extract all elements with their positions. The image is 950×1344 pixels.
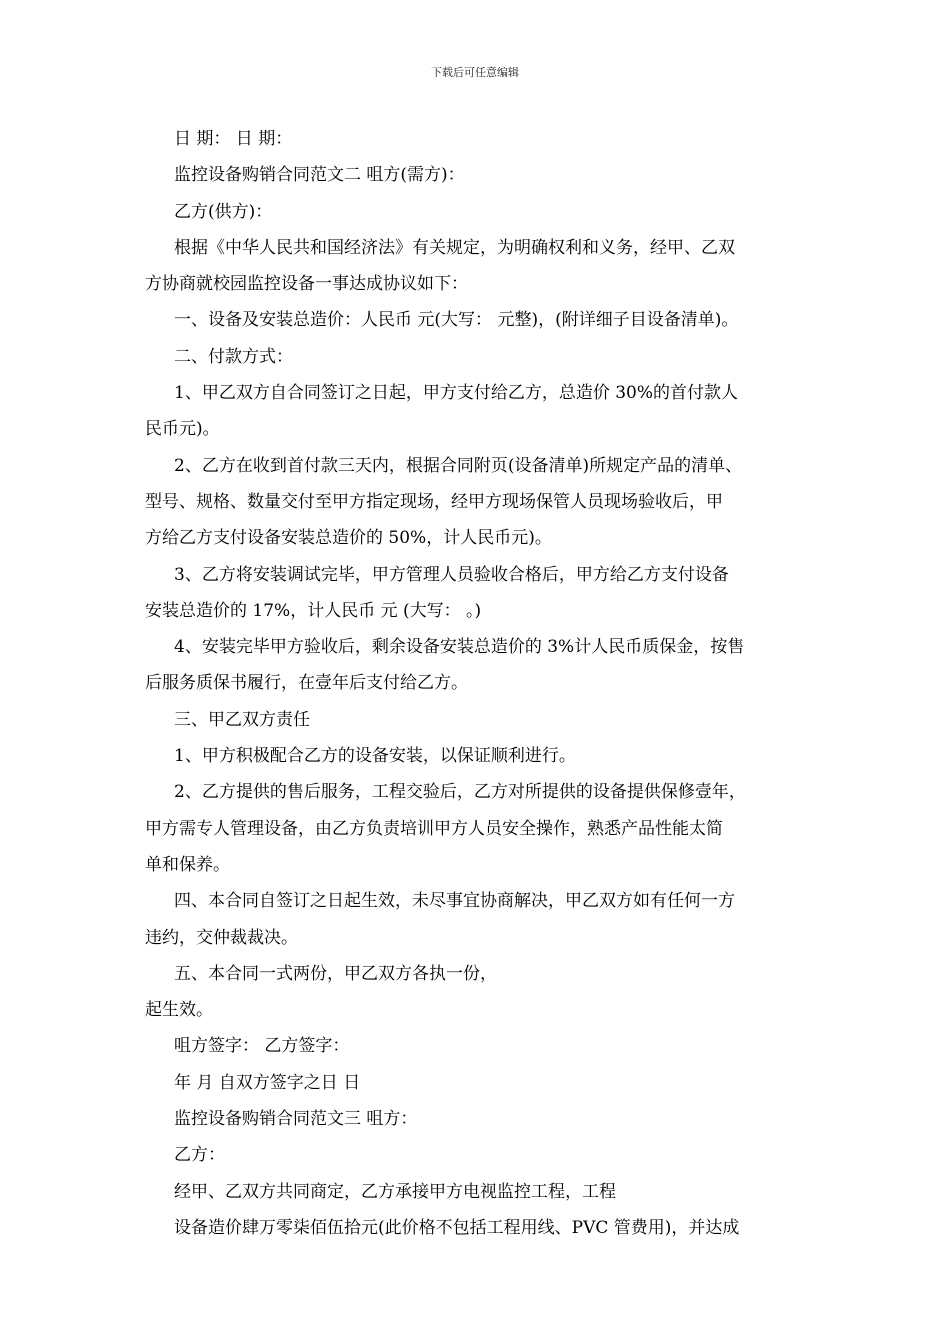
document-line: 1、甲乙双方自合同签订之日起，甲方支付给乙方，总造价 30%的首付款人 (174, 383, 739, 404)
document-line: 四、本合同自签订之日起生效，未尽事宜协商解决，甲乙双方如有任何一方 (174, 891, 735, 912)
document-line: 咀方签字： 乙方签字： (174, 1036, 350, 1057)
document-line: 乙方(供方)： (174, 201, 273, 222)
document-line: 2、乙方在收到首付款三天内，根据合同附页(设备清单)所规定产品的清单、 (174, 455, 743, 476)
document-line: 3、乙方将安装调试完毕，甲方管理人员验收合格后，甲方给乙方支付设备 (174, 564, 729, 585)
document-line: 设备造价肆万零柒佰伍拾元(此价格不包括工程用线、PVC 管费用)，并达成 (174, 1217, 740, 1238)
document-line: 五、本合同一式两份，甲乙双方各执一份， (174, 963, 497, 984)
document-line: 2、乙方提供的售后服务，工程交验后，乙方对所提供的设备提供保修壹年， (174, 782, 746, 803)
document-line: 4、安装完毕甲方验收后，剩余设备安装总造价的 3%计人民币质保金，按售 (174, 637, 745, 658)
document-line: 后服务质保书履行，在壹年后支付给乙方。 (145, 673, 468, 694)
document-line: 一、设备及安装总造价：人民币 元(大写： 元整)，(附详细子目设备清单)。 (174, 310, 739, 331)
document-line: 安装总造价的 17%，计人民币 元 (大写： 。) (145, 600, 482, 621)
document-line: 日 期： 日 期： (174, 129, 293, 149)
document-line: 型号、规格、数量交付至甲方指定现场，经甲方现场保管人员现场验收后，甲 (145, 491, 723, 512)
document-line: 方协商就校园监控设备一事达成协议如下： (145, 274, 468, 295)
document-line: 二、付款方式： (174, 346, 293, 367)
document-line: 单和保养。 (145, 854, 230, 875)
page-header-note: 下载后可任意编辑 (431, 66, 519, 79)
document-line: 监控设备购销合同范文二 咀方(需方)： (174, 165, 465, 186)
document-line: 监控设备购销合同范文三 咀方： (174, 1109, 418, 1130)
document-line: 乙方： (174, 1145, 225, 1166)
document-line: 三、甲乙双方责任 (174, 709, 310, 730)
document-line: 方给乙方支付设备安装总造价的 50%，计人民币元)。 (145, 528, 552, 549)
document-line: 1、甲方积极配合乙方的设备安装，以保证顺利进行。 (174, 746, 576, 767)
document-body (145, 123, 835, 1248)
document-line: 经甲、乙双方共同商定，乙方承接甲方电视监控工程，工程 (174, 1181, 616, 1202)
document-line: 民币元)。 (145, 419, 220, 440)
document-line: 违约，交仲裁裁决。 (145, 927, 298, 948)
document-line: 起生效。 (145, 1000, 213, 1021)
document-line: 根据《中华人民共和国经济法》有关规定，为明确权利和义务，经甲、乙双 (174, 237, 735, 258)
document-line: 年 月 自双方签字之日 日 (174, 1072, 361, 1093)
document-line: 甲方需专人管理设备，由乙方负责培训甲方人员安全操作，熟悉产品性能太简 (145, 818, 723, 839)
